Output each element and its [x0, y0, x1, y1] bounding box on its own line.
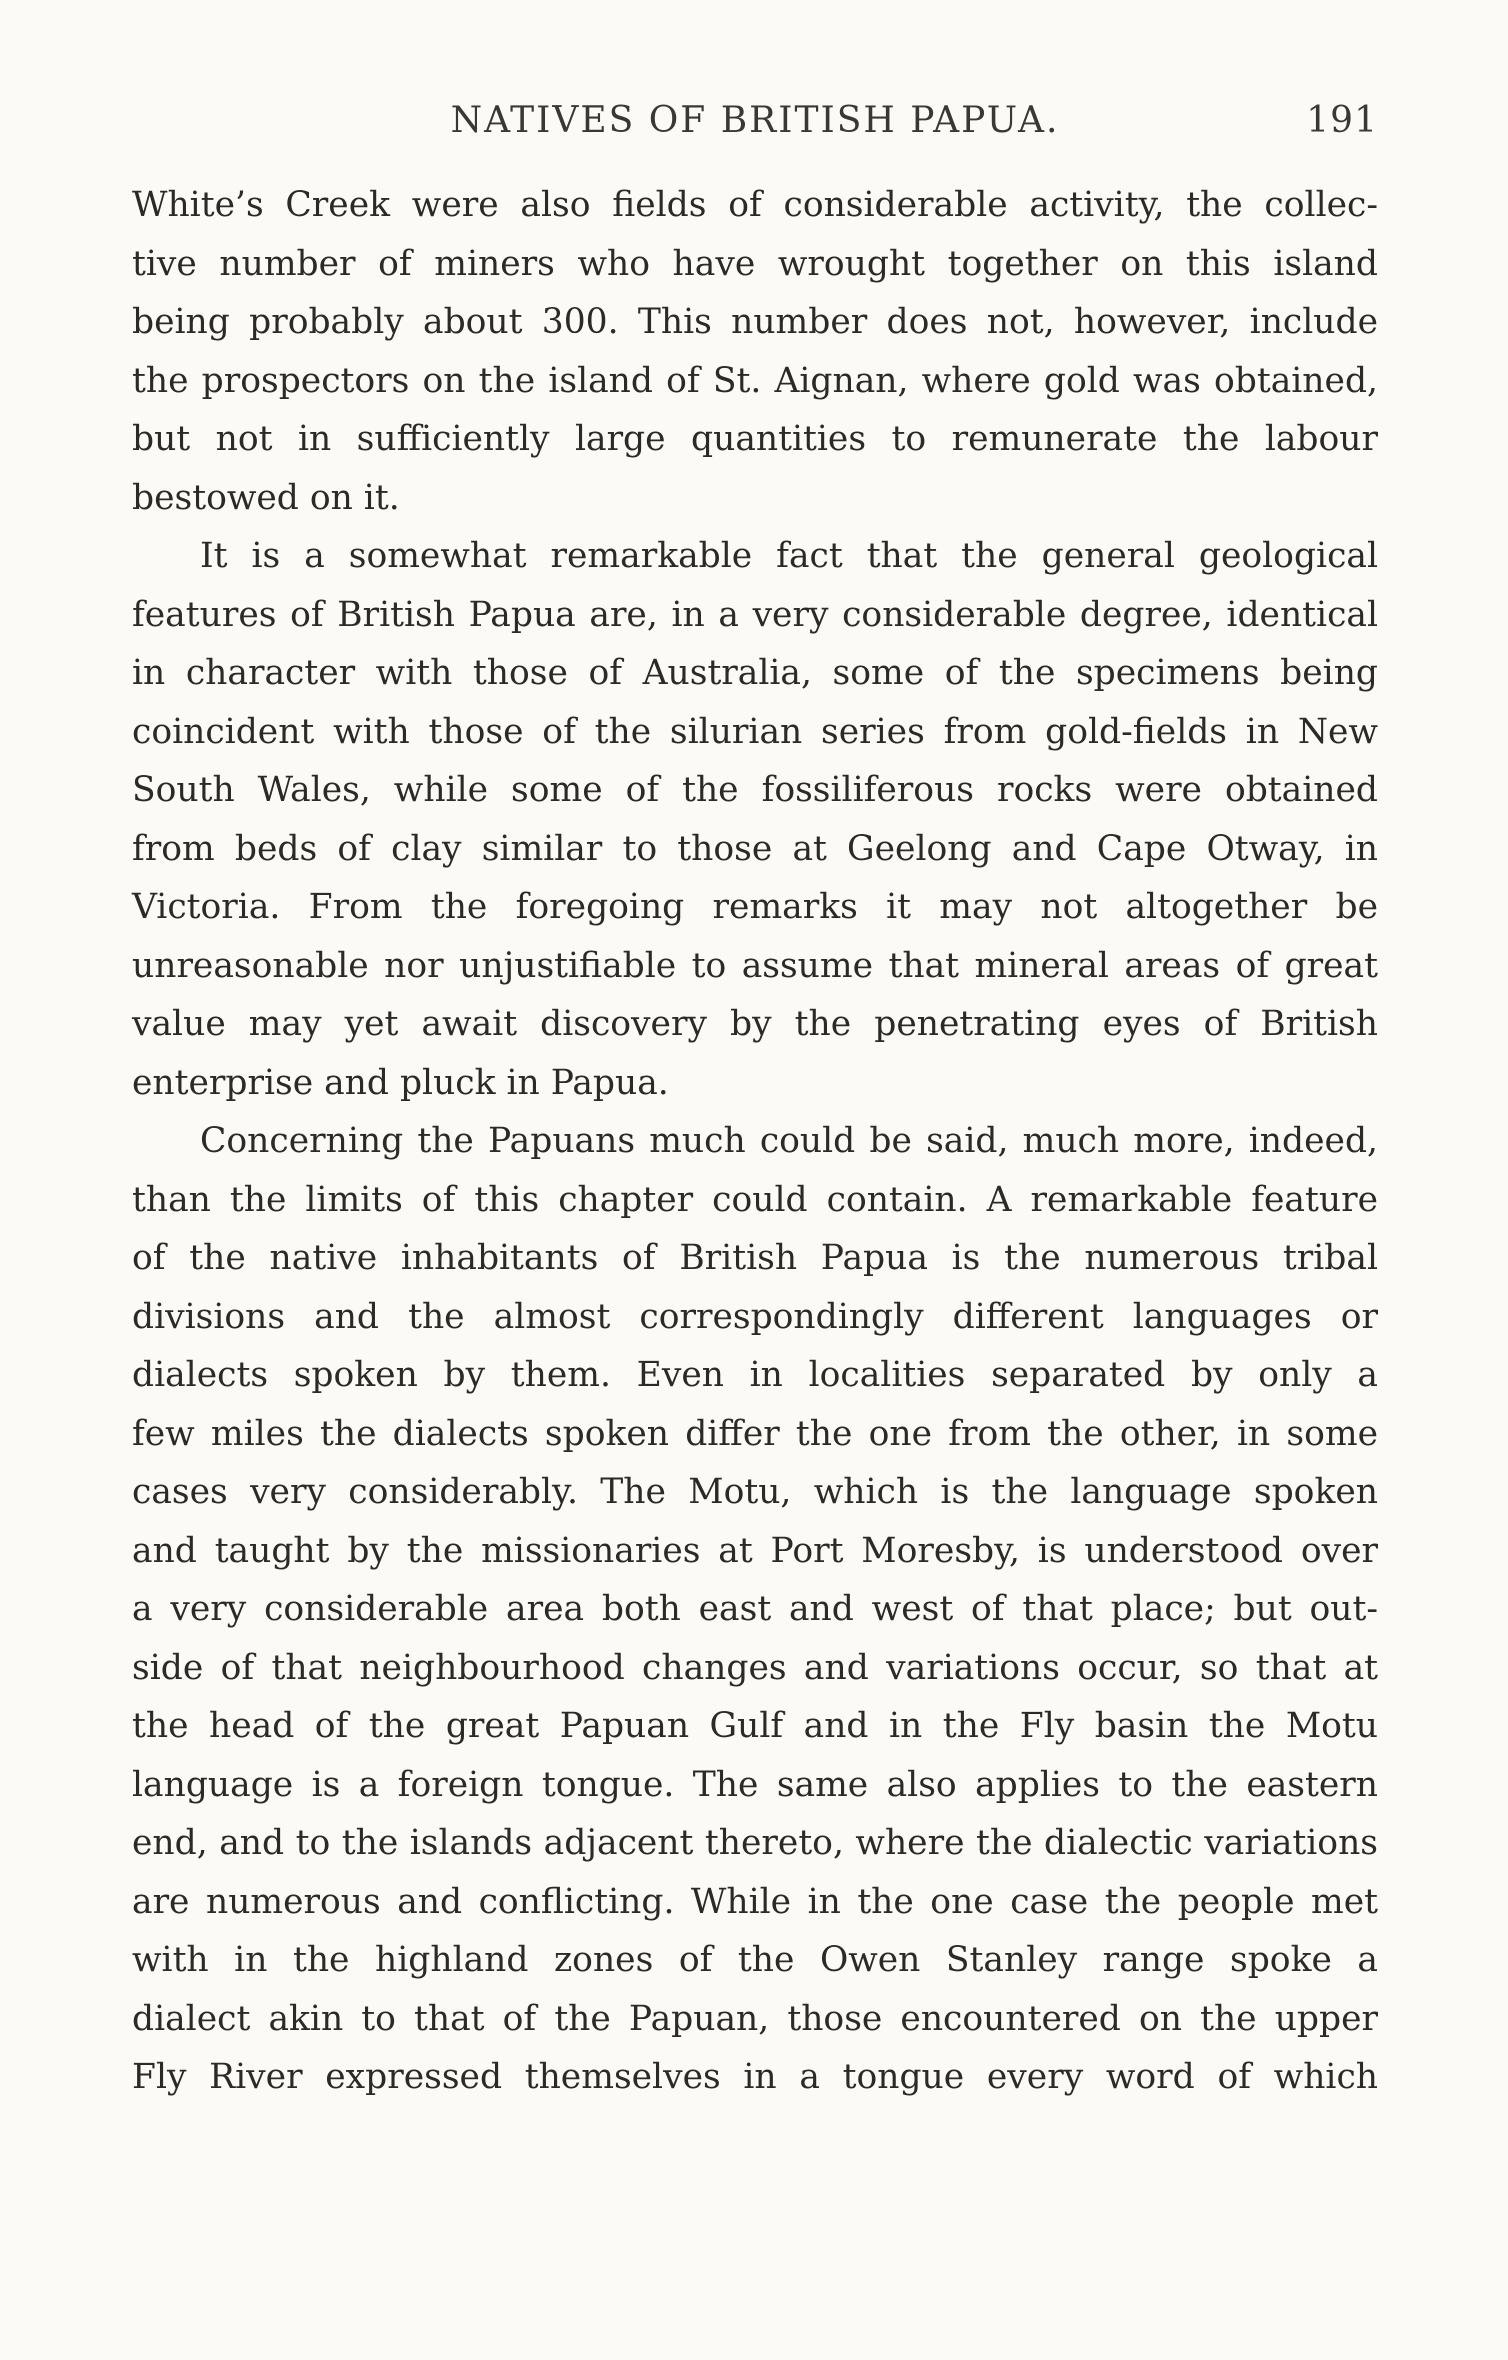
- text-line: of the native inhabitants of British Papua is the numerous tribal: [132, 1238, 1378, 1278]
- text-line: in character with those of Australia, some of the specimens being: [132, 653, 1378, 693]
- text-line: dialect akin to that of the Papuan, those encountered on the upper: [132, 1998, 1378, 2039]
- text-line: the head of the great Papuan Gulf and in the Fly basin the Motu: [132, 1706, 1378, 1746]
- text-line: a very considerable area both east and west of that place; but out-: [132, 1589, 1378, 1629]
- text-line: Fly River expressed themselves in a tongue every word of which: [132, 2057, 1378, 2097]
- text-line: but not in sufficiently large quantities to remunerate the labour: [132, 419, 1378, 459]
- text-line: tive number of miners who have wrought together on this island: [132, 243, 1378, 284]
- text-line: White’s Creek were also fields of considerable activity, the collec-: [132, 185, 1378, 225]
- text-line: Concerning the Papuans much could be said, much more, indeed,: [200, 1121, 1378, 1161]
- text-line: end, and to the islands adjacent thereto, where the dialectic variations: [132, 1823, 1378, 1863]
- text-line: are numerous and conflicting. While in the one case the people met: [132, 1881, 1378, 1922]
- text-line: than the limits of this chapter could contain. A remarkable feature: [132, 1179, 1378, 1220]
- body-text: [132, 176, 1378, 2107]
- text-line: enterprise and pluck in Papua.: [132, 1062, 669, 1103]
- text-line: bestowed on it.: [132, 477, 400, 518]
- text-line: from beds of clay similar to those at Geelong and Cape Otway, in: [132, 828, 1378, 869]
- running-head: [132, 96, 1378, 146]
- text-line: dialects spoken by them. Even in localities separated by only a: [132, 1355, 1378, 1395]
- running-title: NATIVES OF BRITISH PAPUA.: [450, 100, 1060, 141]
- text-line: unreasonable nor unjustifiable to assume that mineral areas of great: [132, 945, 1378, 986]
- text-line: cases very considerably. The Motu, which is the language spoken: [132, 1472, 1378, 1512]
- text-line: and taught by the missionaries at Port Moresby, is understood over: [132, 1530, 1378, 1571]
- text-line: language is a foreign tongue. The same also applies to the eastern: [132, 1764, 1378, 1805]
- text-line: being probably about 300. This number does not, however, include: [132, 302, 1378, 342]
- text-line: value may yet await discovery by the penetrating eyes of British: [132, 1004, 1378, 1044]
- text-line: features of British Papua are, in a very considerable degree, identical: [132, 594, 1378, 635]
- text-line: the prospectors on the island of St. Aignan, where gold was obtained,: [132, 360, 1378, 401]
- page-number: 191: [1306, 100, 1378, 141]
- text-line: divisions and the almost correspondingly different languages or: [132, 1296, 1378, 1337]
- text-line: side of that neighbourhood changes and variations occur, so that at: [132, 1647, 1378, 1688]
- text-line: few miles the dialects spoken differ the one from the other, in some: [132, 1413, 1378, 1454]
- text-line: coincident with those of the silurian series from gold-fields in New: [132, 711, 1378, 752]
- text-line: with in the highland zones of the Owen Stanley range spoke a: [132, 1940, 1378, 1980]
- text-line: Victoria. From the foregoing remarks it may not altogether be: [132, 887, 1378, 927]
- text-line: It is a somewhat remarkable fact that the general geological: [200, 536, 1378, 576]
- text-line: South Wales, while some of the fossiliferous rocks were obtained: [132, 770, 1378, 810]
